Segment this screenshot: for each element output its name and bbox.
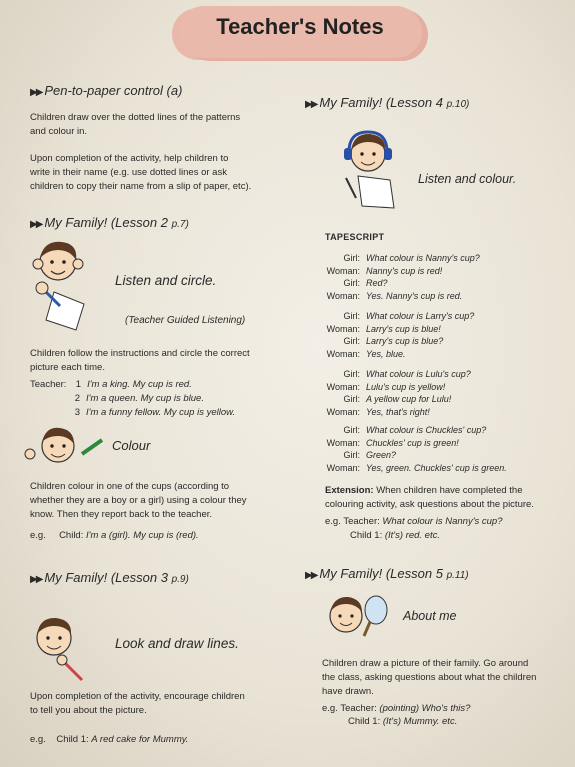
section-heading-lesson-5: ▶▶ My Family! (Lesson 5 p.11): [305, 566, 469, 581]
child-drawing-illustration: [24, 614, 88, 688]
tapescript-line: [318, 406, 430, 418]
tapescript-line: [318, 424, 486, 436]
example-line: e.g. Teacher: (pointing) Who's this?: [322, 703, 471, 714]
tapescript-line: [318, 277, 388, 289]
paragraph: Children colour in one of the cups (according to whether they are a boy or a girl) using a colour they know. Then they report back to the teacher.: [30, 481, 247, 520]
spoken-text: Red?: [366, 278, 388, 288]
tapescript-line: [318, 462, 507, 474]
tapescript-line: [318, 393, 451, 405]
double-arrow-icon: ▶▶: [30, 574, 42, 585]
child-headphones-illustration: [338, 128, 410, 212]
paragraph: Upon completion of the activity, help children to write in their name (e.g. use dotted lines or ask children to copy their name from a slip of paper, etc).: [30, 153, 252, 192]
tapescript-line: [318, 290, 462, 302]
double-arrow-icon: ▶▶: [305, 99, 317, 110]
example-line: Child 1: (It's) red. etc.: [350, 530, 440, 541]
spoken-text: What colour is Lulu's cup?: [366, 369, 471, 379]
spoken-text: What colour is Chuckles' cup?: [366, 425, 487, 435]
section-heading-lesson-2: ▶▶ My Family! (Lesson 2 p.7): [30, 215, 189, 230]
section-heading-lesson-4: ▶▶ My Family! (Lesson 4 p.10): [305, 95, 470, 110]
child-colouring-illustration: [22, 424, 106, 472]
page-title: Teacher's Notes: [216, 14, 384, 39]
speaker-label: Woman:: [326, 323, 360, 334]
spoken-text: Chuckles' cup is green!: [366, 437, 459, 448]
tapescript-line: [318, 368, 471, 380]
speaker-label: Woman:: [326, 437, 360, 448]
paragraph: Children follow the instructions and circle the correct picture each time.: [30, 348, 250, 373]
speaker-label: Girl:: [343, 278, 360, 288]
tapescript-line: [318, 335, 443, 347]
paragraph: Upon completion of the activity, encourage children to tell you about the picture.: [30, 691, 245, 716]
activity-colour: Colour: [112, 438, 151, 453]
example-line: e.g. Child 1: A red cake for Mummy.: [30, 734, 189, 745]
activity-about-me: About me: [403, 609, 457, 623]
tapescript-line: [318, 348, 406, 360]
spoken-text: Nanny's cup is red!: [366, 265, 443, 276]
speaker-label: Woman:: [326, 290, 360, 301]
teacher-line: 3 I'm a funny fellow. My cup is yellow.: [74, 407, 236, 418]
tapescript-line: [318, 449, 396, 461]
example-line: e.g. Teacher: What colour is Nanny's cup?: [325, 516, 503, 527]
extension-paragraph: Extension: When children have completed the colouring activity, ask questions about the picture.: [325, 485, 534, 510]
speaker-label: Woman:: [326, 348, 360, 359]
tapescript-line: [318, 252, 480, 264]
speaker-label: Girl:: [343, 450, 360, 460]
tapescript-line: [318, 323, 441, 335]
teacher-line: 2 I'm a queen. My cup is blue.: [74, 393, 204, 404]
activity-look-and-draw: Look and draw lines.: [115, 636, 239, 651]
double-arrow-icon: ▶▶: [305, 570, 317, 581]
spoken-text: Larry's cup is blue!: [366, 323, 441, 334]
child-listening-illustration: [24, 234, 100, 334]
speaker-label: Girl:: [343, 425, 360, 435]
spoken-text: Green?: [366, 450, 397, 460]
tapescript-line: [318, 310, 474, 322]
speaker-label: Woman:: [326, 406, 360, 417]
tapescript-line: [318, 437, 459, 449]
speaker-label: Girl:: [343, 394, 360, 404]
speaker-label: Girl:: [343, 369, 360, 379]
activity-listen-and-colour: Listen and colour.: [418, 172, 517, 186]
spoken-text: What colour is Nanny's cup?: [366, 253, 480, 263]
section-heading-lesson-3: ▶▶ My Family! (Lesson 3 p.9): [30, 570, 189, 585]
spoken-text: Lulu's cup is yellow!: [366, 381, 446, 392]
spoken-text: A yellow cup for Lulu!: [366, 394, 452, 404]
section-heading-pen-to-paper: ▶▶ Pen-to-paper control (a): [30, 83, 183, 98]
tapescript-line: [318, 265, 442, 277]
note-teacher-guided: (Teacher Guided Listening): [125, 315, 246, 326]
child-mirror-illustration: [324, 592, 392, 642]
double-arrow-icon: ▶▶: [30, 219, 42, 230]
double-arrow-icon: ▶▶: [30, 87, 42, 98]
speaker-label: Woman:: [326, 462, 360, 473]
spoken-text: Yes, that's right!: [366, 406, 430, 417]
paragraph: Children draw over the dotted lines of the patterns and colour in.: [30, 112, 241, 137]
paragraph: Children draw a picture of their family. Go around the class, asking questions about what the children have drawn.: [322, 658, 537, 697]
spoken-text: Yes, green. Chuckles' cup is green.: [366, 462, 507, 473]
tapescript-line: [318, 381, 445, 393]
speaker-label: Woman:: [326, 381, 360, 392]
spoken-text: Yes, blue.: [366, 348, 406, 359]
spoken-text: Larry's cup is blue?: [366, 336, 444, 346]
example-line: Child 1: (It's) Mummy. etc.: [348, 716, 458, 727]
activity-listen-and-circle: Listen and circle.: [115, 273, 217, 288]
speaker-label: Girl:: [343, 253, 360, 263]
speaker-label: Woman:: [326, 265, 360, 276]
teacher-line: Teacher: 1 I'm a king. My cup is red.: [30, 379, 192, 390]
example-line: e.g. Child: I'm a (girl). My cup is (red).: [30, 530, 199, 541]
speaker-label: Girl:: [343, 311, 360, 321]
speaker-label: Girl:: [343, 336, 360, 346]
tapescript-label: TAPESCRIPT: [325, 232, 385, 242]
spoken-text: What colour is Larry's cup?: [366, 311, 475, 321]
spoken-text: Yes. Nanny's cup is red.: [366, 290, 463, 301]
